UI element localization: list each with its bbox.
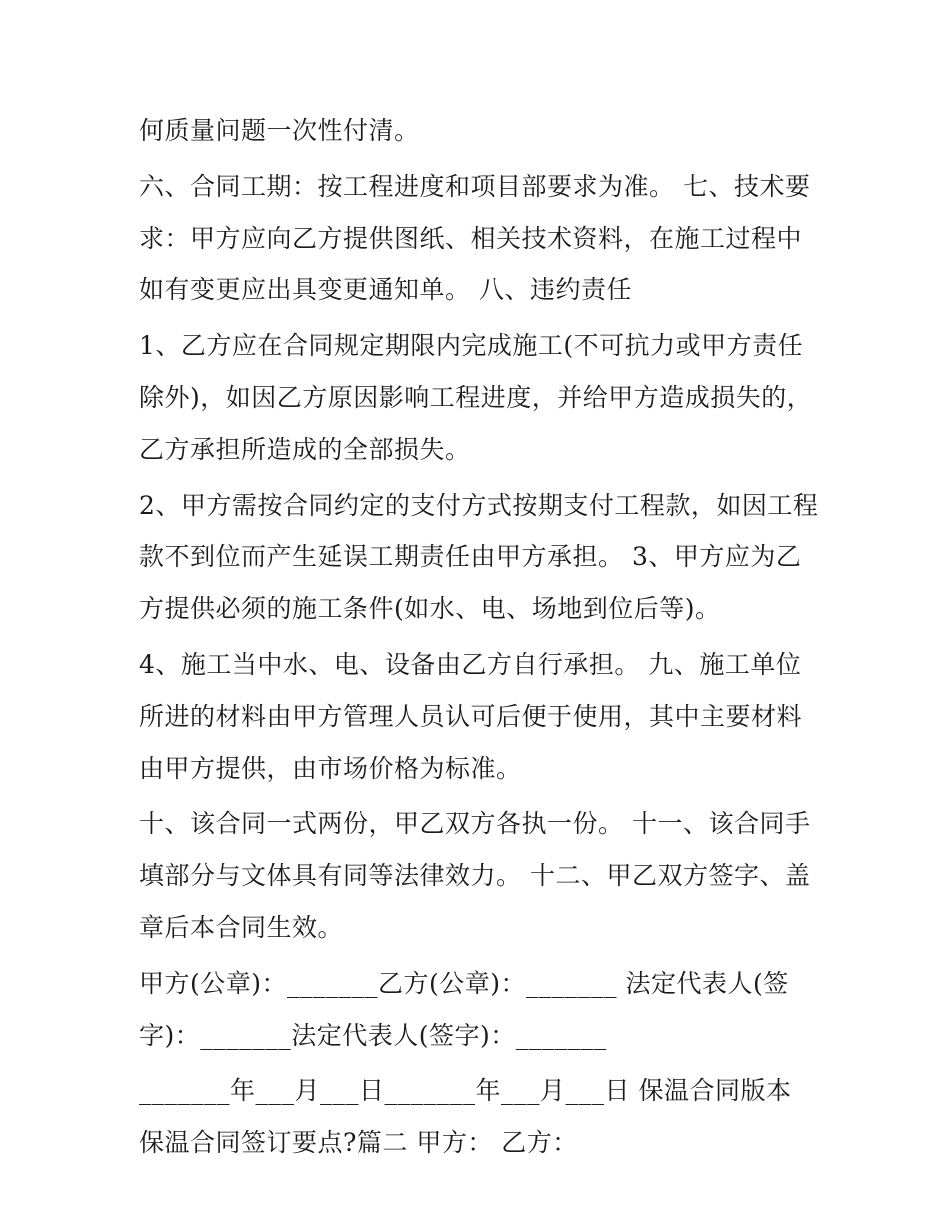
paragraph-duration-technical: 六、合同工期：按工程进度和项目部要求为准。 七、技术要求：甲方应向乙方提供图纸、相关技术资料，在施工过程中如有变更应出具变更通知单。 八、违约责任 — [139, 171, 811, 305]
paragraph-liability-1: 1、乙方应在合同规定期限内完成施工(不可抗力或甲方责任除外)，如因乙方原因影响工程进度，并给甲方造成损失的，乙方承担所造成的全部损失。 — [139, 331, 813, 464]
paragraph-dates-next-contract: _______年___月___日_______年___月___日 保温合同版本 保温合同签订要点?篇二 甲方： 乙方： — [139, 1076, 800, 1158]
paragraph-payment-end: 何质量问题一次性付清。 — [139, 116, 420, 145]
paragraph-signatures: 甲方(公章)：_______乙方(公章)：_______ 法定代表人(签字)：_______法定代表人(签字)：_______ — [139, 968, 789, 1050]
document-body — [139, 105, 819, 1173]
paragraph-liability-2-3: 2、甲方需按合同约定的支付方式按期支付工程款，如因工程款不到位而产生延误工期责任由甲方承担。 3、甲方应为乙方提供必须的施工条件(如水、电、场地到位后等)。 — [139, 490, 819, 624]
paragraph-copies-effect: 十、该合同一式两份，甲乙双方各执一份。 十一、该合同手填部分与文体具有同等法律效力。 十二、甲乙双方签字、盖章后本合同生效。 — [139, 809, 811, 942]
paragraph-liability-4-materials: 4、施工当中水、电、设备由乙方自行承担。 九、施工单位所进的材料由甲方管理人员认可后便于使用，其中主要材料由甲方提供，由市场价格为标准。 — [139, 649, 803, 783]
